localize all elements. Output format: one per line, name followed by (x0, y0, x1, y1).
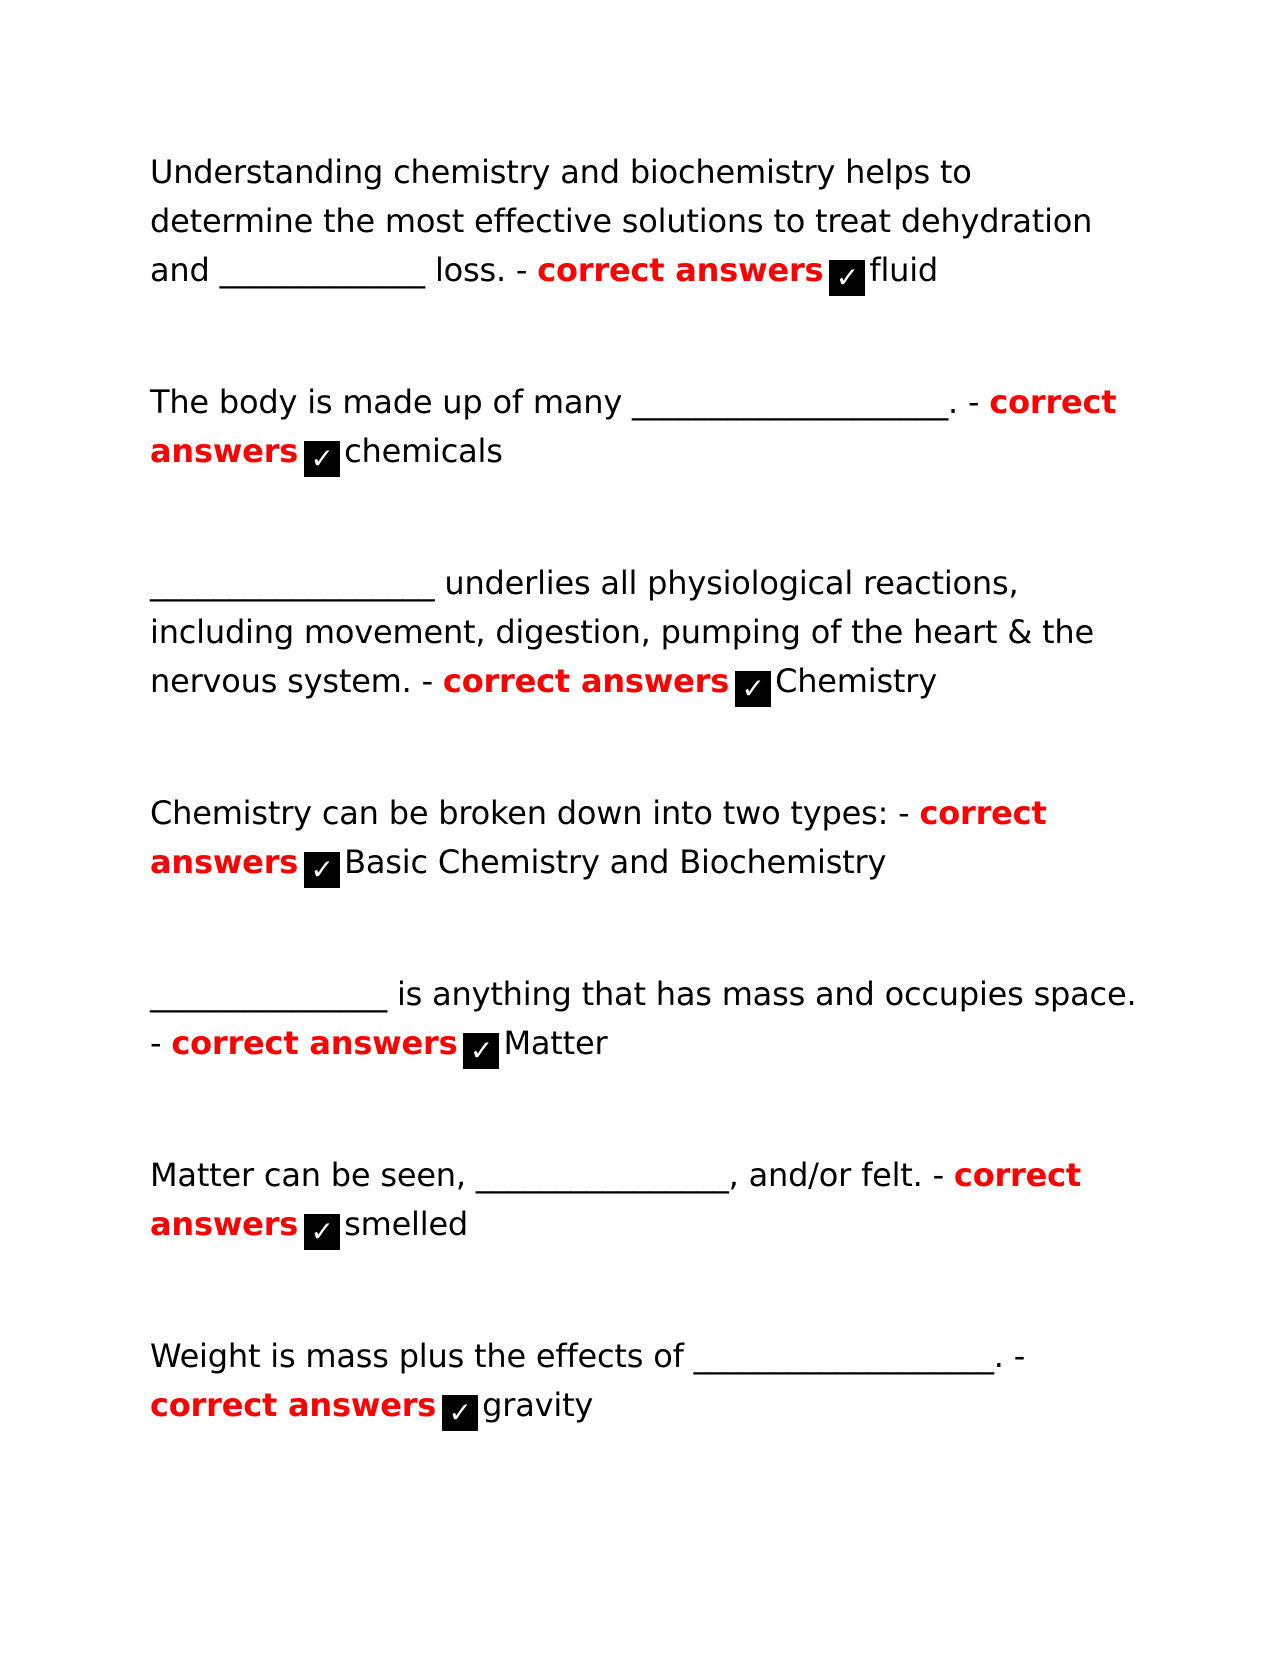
question-text: Understanding chemistry and biochemistry helps to determine the most effective solutions to treat dehydration and _____________ loss. - (150, 153, 1093, 289)
correct-answers-label: correct answers (171, 1024, 458, 1062)
answer-text: gravity (482, 1386, 594, 1424)
checkmark-icon: ✓ (304, 1214, 340, 1250)
correct-answers-label: correct answers (150, 1386, 437, 1424)
checkmark-icon: ✓ (735, 671, 771, 707)
correct-answers-label: correct answers (442, 662, 730, 700)
question-text: _______________ is anything that has mass and occupies space. - (150, 975, 1137, 1062)
qa-item-7 (150, 1332, 1140, 1431)
answer-text: Chemistry (775, 662, 937, 700)
question-text: Weight is mass plus the effects of ___________________. - (150, 1337, 1026, 1375)
question-text: Chemistry can be broken down into two types: - (150, 794, 920, 832)
correct-answers-label: correct answers (150, 1156, 1082, 1243)
question-text: The body is made up of many ____________________. - (150, 383, 990, 421)
qa-item-1 (150, 148, 1140, 296)
answer-text: Matter (503, 1024, 608, 1062)
qa-item-2 (150, 378, 1140, 477)
document-page (150, 148, 1140, 1513)
correct-answers-label: correct answers (150, 383, 1117, 470)
checkmark-icon: ✓ (442, 1395, 478, 1431)
qa-item-6 (150, 1151, 1140, 1250)
answer-text: chemicals (344, 432, 503, 470)
correct-answers-label: correct answers (537, 251, 824, 289)
correct-answers-label: correct answers (150, 794, 1047, 881)
checkmark-icon: ✓ (304, 852, 340, 888)
qa-item-4 (150, 789, 1140, 888)
answer-text: Basic Chemistry and Biochemistry (344, 843, 887, 881)
question-text: Matter can be seen, ________________, and/or felt. - (150, 1156, 954, 1194)
answer-text: smelled (344, 1205, 469, 1243)
question-text: __________________ underlies all physiological reactions, including movement, digestion, pumping of the heart & the nervous system. - (150, 564, 1094, 700)
answer-text: fluid (869, 251, 939, 289)
checkmark-icon: ✓ (304, 441, 340, 477)
checkmark-icon: ✓ (463, 1033, 499, 1069)
qa-item-3 (150, 559, 1140, 707)
qa-item-5 (150, 970, 1140, 1069)
checkmark-icon: ✓ (829, 260, 865, 296)
